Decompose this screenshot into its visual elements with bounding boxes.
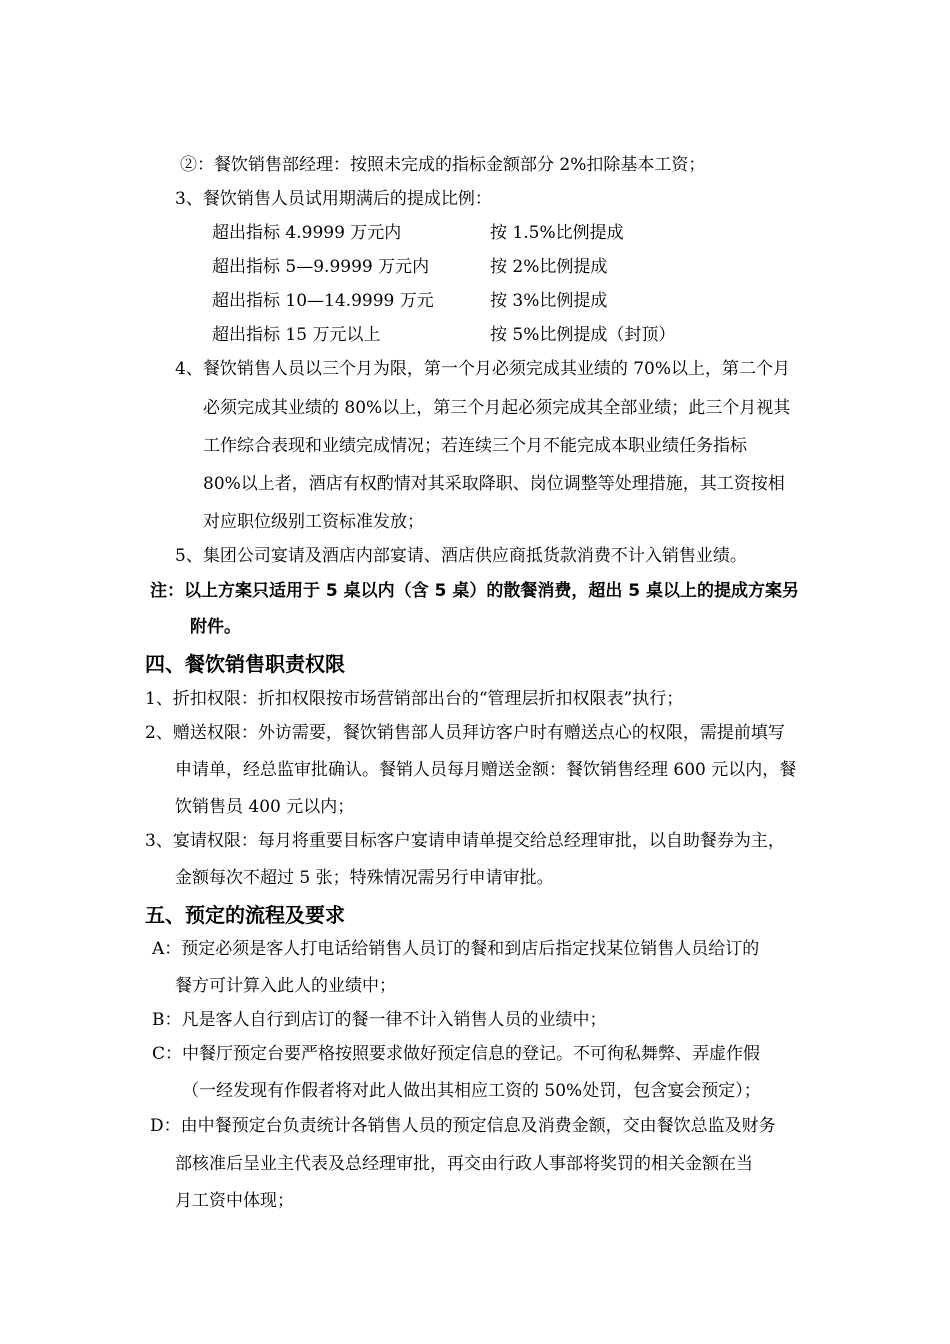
s4-item-3-line: 金额每次不超过 5 张；特殊情况需另行申请审批。 xyxy=(175,868,554,888)
item-4-line: 必须完成其业绩的 80%以上，第三个月起必须完成其全部业绩；此三个月视其 xyxy=(203,398,791,418)
s4-item-2-line: 申请单，经总监审批确认。餐销人员每月赠送金额：餐饮销售经理 600 元以内，餐 xyxy=(175,760,797,780)
item-4-line: 4、餐饮销售人员以三个月为限，第一个月必须完成其业绩的 70%以上，第二个月 xyxy=(175,359,791,379)
s5-item-d-line: 月工资中体现； xyxy=(175,1191,294,1211)
s5-item-d-line: D：由中餐预定台负责统计各销售人员的预定信息及消费金额，交由餐饮总监及财务 xyxy=(150,1116,776,1136)
commission-rate: 按 3%比例提成 xyxy=(490,291,608,311)
s5-item-c-line: （一经发现有作假者将对此人做出其相应工资的 50%处罚，包含宴会预定）； xyxy=(182,1081,761,1101)
s4-item-1-text: 1、折扣权限：折扣权限按市场营销部出台的“管理层折扣权限表”执行； xyxy=(145,689,684,709)
commission-rate: 按 1.5%比例提成 xyxy=(490,223,624,243)
section-5-heading: 五、预定的流程及要求 xyxy=(145,903,345,927)
item-4-line: 工作综合表现和业绩完成情况；若连续三个月不能完成本职业绩任务指标 xyxy=(203,436,747,456)
s4-item-2-line: 饮销售员 400 元以内； xyxy=(175,797,355,817)
s5-item-b-text: B：凡是客人自行到店订的餐一律不计入销售人员的业绩中； xyxy=(152,1010,607,1030)
note-line: 注：以上方案只适用于 5 桌以内（含 5 桌）的散餐消费，超出 5 桌以上的提成方案另 xyxy=(150,581,799,601)
commission-range: 超出指标 10—14.9999 万元 xyxy=(212,291,434,311)
s5-item-a-line: 餐方可计算入此人的业绩中； xyxy=(175,976,396,996)
s5-item-c-line: C：中餐厅预定台要严格按照要求做好预定信息的登记。不可徇私舞弊、弄虚作假 xyxy=(152,1044,761,1064)
s5-item-a-line: A：预定必须是客人打电话给销售人员订的餐和到店后指定找某位销售人员给订的 xyxy=(152,939,760,959)
s4-item-2-line: 2、赠送权限：外访需要，餐饮销售部人员拜访客户时有赠送点心的权限，需提前填写 xyxy=(145,723,785,743)
commission-range: 超出指标 4.9999 万元内 xyxy=(212,223,402,243)
item-4-line: 对应职位级别工资标准发放； xyxy=(203,512,424,532)
commission-rate: 按 5%比例提成（封顶） xyxy=(490,325,676,345)
commission-rate: 按 2%比例提成 xyxy=(490,257,608,277)
s5-item-d-line: 部核准后呈业主代表及总经理审批，再交由行政人事部将奖罚的相关金额在当 xyxy=(175,1154,753,1174)
section-4-heading: 四、餐饮销售职责权限 xyxy=(145,652,345,676)
item-5-text: 5、集团公司宴请及酒店内部宴请、酒店供应商抵货款消费不计入销售业绩。 xyxy=(175,546,747,566)
note-line: 附件。 xyxy=(190,617,241,637)
item-3-text: 3、餐饮销售人员试用期满后的提成比例： xyxy=(175,189,492,209)
item-2-2-text: ②：餐饮销售部经理：按照未完成的指标金额部分 2%扣除基本工资； xyxy=(180,155,706,175)
commission-range: 超出指标 15 万元以上 xyxy=(212,325,381,345)
item-4-line: 80%以上者，酒店有权酌情对其采取降职、岗位调整等处理措施，其工资按相 xyxy=(203,474,785,494)
commission-range: 超出指标 5—9.9999 万元内 xyxy=(212,257,430,277)
s4-item-3-line: 3、宴请权限：每月将重要目标客户宴请申请单提交给总经理审批，以自助餐券为主， xyxy=(145,831,785,851)
